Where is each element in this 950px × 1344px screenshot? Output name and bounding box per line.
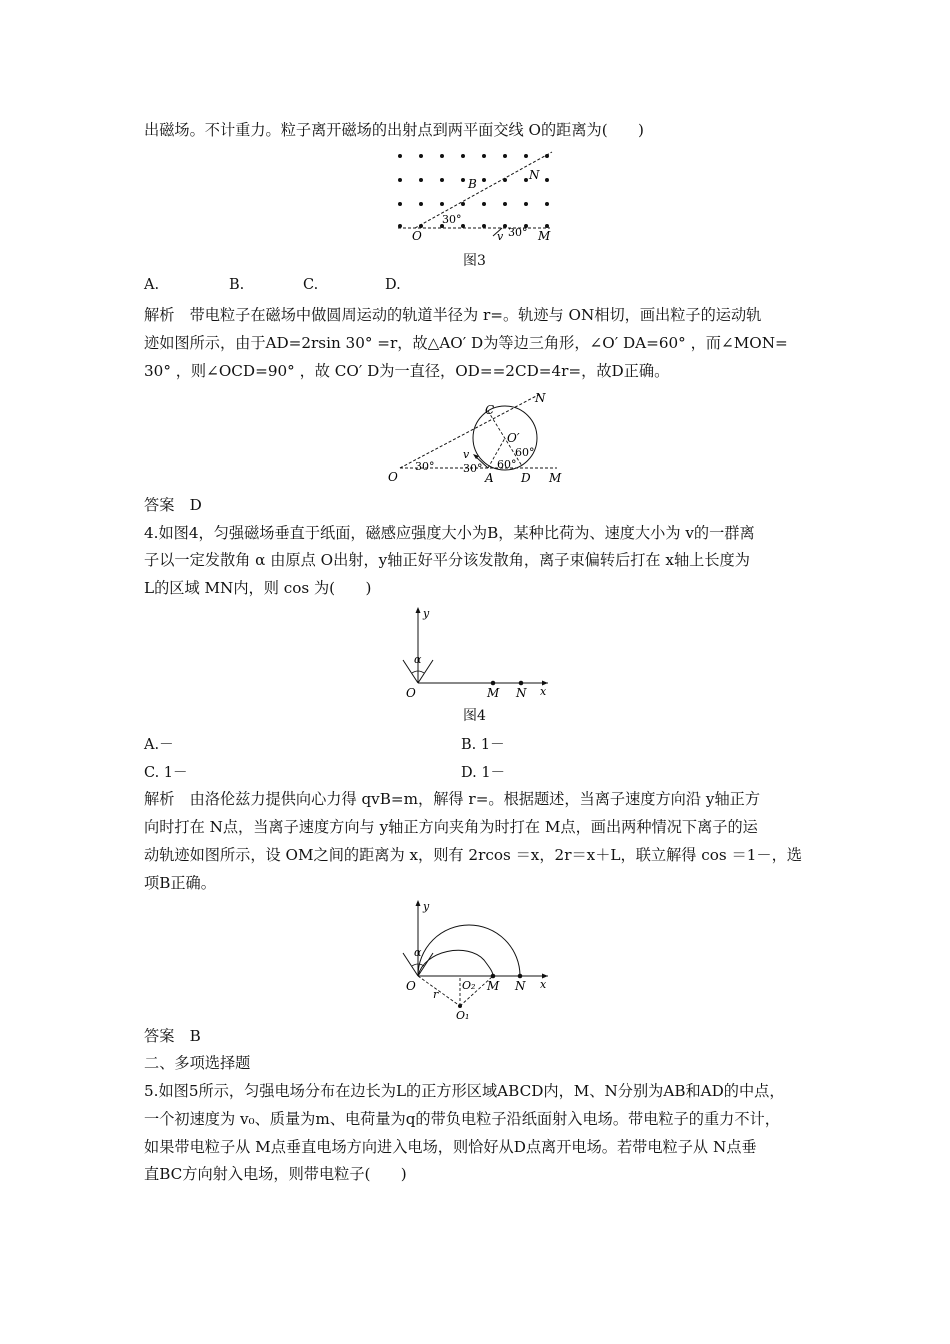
- fig3-label-O: O: [412, 229, 422, 243]
- q3-option-a: A.: [144, 277, 160, 293]
- fig3s-label-60b: 60°: [497, 458, 517, 471]
- fig4s-label-N: N: [515, 979, 526, 993]
- fig3s-label-30b: 30°: [463, 462, 483, 475]
- fig3-label-30b: 30°: [508, 226, 528, 239]
- field-dot: [503, 202, 507, 206]
- fig3s-label-M: M: [549, 471, 562, 485]
- field-dot: [503, 224, 507, 228]
- fig3s-label-O: O: [388, 470, 398, 484]
- field-dot: [503, 154, 507, 158]
- fig4-label-alpha: α: [414, 653, 422, 666]
- q3-analysis-2: 迹如图所示，由于AD=2rsin 30° =r，故△AO′ D为等边三角形，∠O′ DA=60° ，而∠MON=: [144, 334, 788, 352]
- field-dot: [482, 154, 486, 158]
- q4-option-a: A.－: [144, 737, 174, 753]
- fig4s-label-M: M: [487, 979, 500, 993]
- q4-stem-3: L的区域 MN内，则 cos 为( ): [144, 579, 372, 597]
- field-dot: [398, 224, 402, 228]
- field-dot: [545, 202, 549, 206]
- fig4s-label-O2: O₂: [462, 979, 476, 992]
- fig4s-label-x: x: [540, 978, 547, 991]
- fig4-label-O: O: [406, 686, 416, 700]
- fig3s-label-A: A: [485, 471, 494, 485]
- field-dot: [545, 178, 549, 182]
- field-dot: [440, 178, 444, 182]
- q4-analysis-4: 项B正确。: [144, 874, 216, 892]
- field-dot: [419, 154, 423, 158]
- q5-stem-3: 如果带电粒子从 M点垂直电场方向进入电场，则恰好从D点离开电场。若带电粒子从 N点垂: [144, 1138, 757, 1156]
- field-dot: [482, 224, 486, 228]
- q5-stem-1: 5.如图5所示，匀强电场分布在边长为L的正方形区域ABCD内，M、N分别为AB和AD的中点，: [144, 1082, 785, 1100]
- q4-option-b: B. 1－: [461, 737, 505, 753]
- q5-stem-4: 直BC方向射入电场，则带电粒子( ): [144, 1165, 407, 1183]
- q3-option-b: B.: [229, 277, 245, 293]
- fig3s-label-C: C: [485, 403, 495, 417]
- fig3-label-M: M: [538, 229, 551, 243]
- fig3s-label-30a: 30°: [415, 460, 435, 473]
- q3-option-d: D.: [385, 277, 401, 293]
- fig3s-label-O1: O′: [507, 431, 520, 445]
- field-dot: [419, 202, 423, 206]
- q3-line-tail: 出磁场。不计重力。粒子离开磁场的出射点到两平面交线 O的距离为( ): [144, 121, 644, 139]
- field-dot: [545, 224, 549, 228]
- fig3-label-N: N: [529, 168, 540, 182]
- field-dot: [398, 154, 402, 158]
- fig4-label-x: x: [540, 685, 547, 698]
- field-dot: [524, 178, 528, 182]
- figure-4: [398, 605, 558, 700]
- fig3-label-B: B: [468, 177, 477, 191]
- fig4s-label-y: y: [423, 900, 430, 913]
- field-dot: [398, 178, 402, 182]
- field-dot: [461, 202, 465, 206]
- section-heading: 二、多项选择题: [144, 1054, 251, 1072]
- q3-answer: 答案 D: [144, 496, 202, 514]
- q4-analysis-2: 向时打在 N点，当离子速度方向与 y轴正方向夹角为时打在 M点，画出两种情况下离子的运: [144, 818, 758, 836]
- q5-stem-2: 一个初速度为 v₀、质量为m、电荷量为q的带负电粒子沿纸面射入电场。带电粒子的重力不计，: [144, 1110, 780, 1128]
- fig4s-label-O1: O₁: [456, 1009, 470, 1022]
- fig4s-label-r: r: [433, 988, 439, 1001]
- fig3s-label-D: D: [521, 471, 531, 485]
- q4-answer: 答案 B: [144, 1027, 201, 1045]
- fig4-caption: 图4: [463, 708, 486, 724]
- figure-3-solution: [385, 388, 570, 488]
- q3-analysis-3: 30° ，则∠OCD=90° ，故 CO′ D为一直径，OD==2CD=4r=，故D正确。: [144, 362, 670, 380]
- fig4s-label-alpha: α: [414, 946, 422, 959]
- fig3s-label-60a: 60°: [515, 446, 535, 459]
- q3-analysis-1: 解析 带电粒子在磁场中做圆周运动的轨道半径为 r=。轨迹与 ON相切，画出粒子的运动轨: [144, 306, 762, 324]
- fig3-label-30a: 30°: [442, 213, 462, 226]
- fig3s-label-N: N: [535, 391, 546, 405]
- magnetic-field-dots: [398, 154, 549, 228]
- field-dot: [461, 154, 465, 158]
- q3-option-c: C.: [303, 277, 319, 293]
- field-dot: [524, 202, 528, 206]
- fig3s-label-v: v: [463, 448, 470, 461]
- field-dot: [398, 202, 402, 206]
- figure-3: [390, 148, 560, 248]
- field-dot: [440, 154, 444, 158]
- field-dot: [461, 224, 465, 228]
- fig3-label-v: v: [497, 230, 504, 243]
- figure-4-solution: [398, 898, 558, 1020]
- field-dot: [440, 202, 444, 206]
- q4-stem-1: 4.如图4，匀强磁场垂直于纸面，磁感应强度大小为B，某种比荷为、速度大小为 v的一群离: [144, 524, 755, 542]
- q4-option-d: D. 1－: [461, 765, 506, 781]
- field-dot: [482, 178, 486, 182]
- q4-analysis-3: 动轨迹如图所示，设 OM之间的距离为 x，则有 2rcos ＝x，2r＝x＋L，联立解得 cos ＝1－，选: [144, 846, 802, 864]
- q4-stem-2: 子以一定发散角 α 由原点 O出射，y轴正好平分该发散角，离子束偏转后打在 x轴上长度为: [144, 551, 750, 569]
- field-dot: [482, 202, 486, 206]
- fig4-label-M: M: [487, 686, 500, 700]
- fig4-label-N: N: [516, 686, 527, 700]
- field-dot: [461, 178, 465, 182]
- fig4s-label-O: O: [406, 979, 416, 993]
- field-dot: [419, 178, 423, 182]
- field-dot: [524, 154, 528, 158]
- fig4-label-y: y: [423, 607, 430, 620]
- q4-analysis-1: 解析 由洛伦兹力提供向心力得 qvB=m，解得 r=。根据题述，当离子速度方向沿 y轴正方: [144, 790, 761, 808]
- fig3-caption: 图3: [463, 253, 486, 269]
- q4-option-c: C. 1－: [144, 765, 188, 781]
